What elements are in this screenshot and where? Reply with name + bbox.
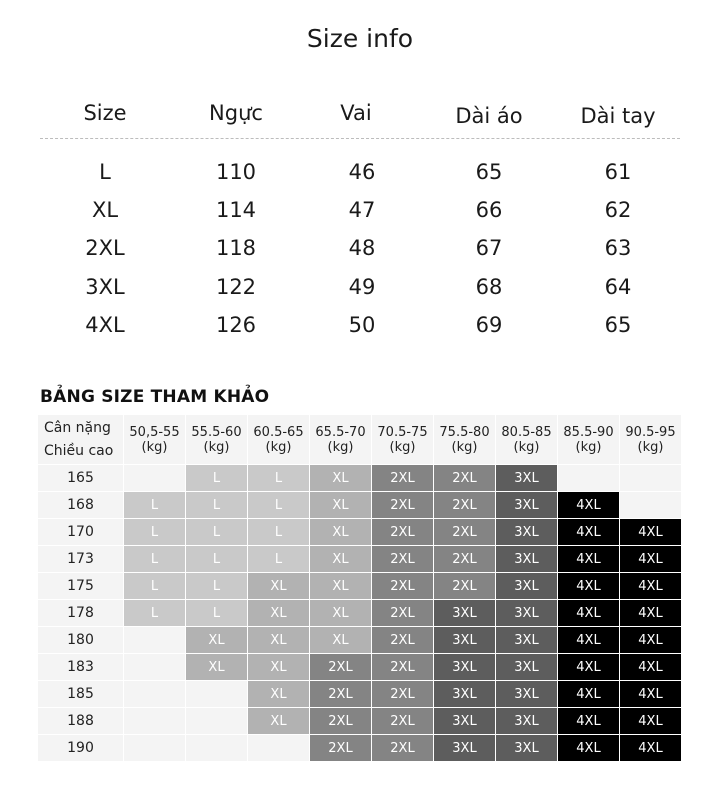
reference-row — [38, 681, 682, 708]
spec-cell: 69 — [475, 313, 503, 337]
size-cell-2xl: 2XL — [310, 735, 372, 762]
spec-cell: 48 — [348, 236, 376, 260]
size-cell-l: L — [124, 600, 186, 627]
size-cell-4xl: 4XL — [558, 654, 620, 681]
size-cell-3xl: 3XL — [434, 627, 496, 654]
height-value: 168 — [38, 492, 124, 519]
size-cell-xl: XL — [310, 627, 372, 654]
size-cell-3xl: 3XL — [496, 654, 558, 681]
size-cell-empty — [124, 708, 186, 735]
weight-range-value: 55.5-60 — [191, 424, 242, 440]
size-cell-3xl: 3XL — [434, 681, 496, 708]
size-cell-empty — [124, 627, 186, 654]
size-cell-l: L — [186, 573, 248, 600]
size-cell-empty — [186, 681, 248, 708]
page-title: Size info — [306, 24, 414, 53]
weight-range-value: 65.5-70 — [315, 424, 366, 440]
size-cell-2xl: 2XL — [434, 546, 496, 573]
spec-table — [0, 0, 720, 360]
size-cell-empty — [620, 465, 682, 492]
size-cell-2xl: 2XL — [434, 573, 496, 600]
size-cell-l: L — [124, 573, 186, 600]
size-cell-3xl: 3XL — [434, 708, 496, 735]
size-cell-3xl: 3XL — [496, 546, 558, 573]
spec-cell: 110 — [215, 160, 257, 184]
size-cell-3xl: 3XL — [496, 519, 558, 546]
spec-cell: 68 — [475, 275, 503, 299]
size-cell-xl: XL — [310, 546, 372, 573]
height-value: 190 — [38, 735, 124, 762]
weight-range-value: 85.5-90 — [563, 424, 614, 440]
height-value: 180 — [38, 627, 124, 654]
size-cell-empty — [124, 465, 186, 492]
spec-cell: 118 — [215, 236, 257, 260]
weight-unit: (kg) — [327, 439, 354, 455]
size-cell-2xl: 2XL — [372, 600, 434, 627]
spec-header-3: Dài áo — [455, 104, 523, 128]
size-cell-l: L — [248, 492, 310, 519]
size-cell-3xl: 3XL — [496, 681, 558, 708]
size-cell-xl: XL — [248, 573, 310, 600]
size-cell-3xl: 3XL — [434, 654, 496, 681]
size-cell-2xl: 2XL — [372, 465, 434, 492]
size-cell-3xl: 3XL — [496, 708, 558, 735]
size-cell-2xl: 2XL — [434, 465, 496, 492]
size-cell-xl: XL — [310, 519, 372, 546]
reference-row — [38, 465, 682, 492]
height-value: 185 — [38, 681, 124, 708]
size-cell-l: L — [186, 546, 248, 573]
reference-header-row — [38, 415, 682, 465]
weight-unit: (kg) — [141, 439, 168, 455]
weight-unit: (kg) — [451, 439, 478, 455]
weight-unit: (kg) — [637, 439, 664, 455]
weight-range-header — [310, 415, 372, 465]
size-cell-l: L — [186, 465, 248, 492]
size-cell-2xl: 2XL — [310, 681, 372, 708]
height-value: 188 — [38, 708, 124, 735]
size-cell-3xl: 3XL — [496, 465, 558, 492]
size-cell-3xl: 3XL — [496, 627, 558, 654]
weight-range-header — [124, 415, 186, 465]
size-cell-4xl: 4XL — [620, 519, 682, 546]
size-cell-empty — [186, 708, 248, 735]
weight-range-header — [248, 415, 310, 465]
size-cell-l: L — [124, 519, 186, 546]
size-cell-4xl: 4XL — [558, 708, 620, 735]
size-cell-empty — [124, 654, 186, 681]
weight-unit: (kg) — [513, 439, 540, 455]
spec-cell: 47 — [348, 198, 376, 222]
spec-header-1: Ngực — [209, 101, 263, 125]
weight-range-header — [372, 415, 434, 465]
size-cell-xl: XL — [248, 600, 310, 627]
spec-cell: 63 — [604, 236, 632, 260]
spec-header-0: Size — [83, 101, 127, 125]
weight-range-value: 60.5-65 — [253, 424, 304, 440]
size-cell-3xl: 3XL — [434, 600, 496, 627]
size-cell-4xl: 4XL — [558, 600, 620, 627]
spec-cell: 126 — [215, 313, 257, 337]
size-cell-empty — [124, 681, 186, 708]
size-cell-xl: XL — [248, 708, 310, 735]
weight-range-value: 80.5-85 — [501, 424, 552, 440]
reference-row — [38, 546, 682, 573]
size-cell-xl: XL — [248, 654, 310, 681]
weight-range-header — [620, 415, 682, 465]
size-cell-4xl: 4XL — [620, 708, 682, 735]
spec-cell: 66 — [475, 198, 503, 222]
spec-cell: 2XL — [85, 236, 125, 260]
reference-corner-cell — [38, 415, 124, 465]
reference-row — [38, 627, 682, 654]
height-axis-label: Chiều cao — [44, 442, 114, 459]
spec-cell: 62 — [604, 198, 632, 222]
size-cell-4xl: 4XL — [620, 654, 682, 681]
spec-cell: 46 — [348, 160, 376, 184]
spec-cell: 114 — [215, 198, 257, 222]
spec-cell: 65 — [604, 313, 632, 337]
size-cell-2xl: 2XL — [372, 735, 434, 762]
spec-cell: 122 — [215, 275, 257, 299]
size-cell-2xl: 2XL — [310, 708, 372, 735]
weight-range-value: 70.5-75 — [377, 424, 428, 440]
weight-unit: (kg) — [389, 439, 416, 455]
reference-row — [38, 492, 682, 519]
spec-header-4: Dài tay — [580, 104, 656, 128]
size-cell-3xl: 3XL — [434, 735, 496, 762]
size-cell-4xl: 4XL — [558, 546, 620, 573]
size-cell-4xl: 4XL — [620, 546, 682, 573]
size-cell-4xl: 4XL — [558, 519, 620, 546]
size-cell-l: L — [248, 546, 310, 573]
size-cell-l: L — [124, 546, 186, 573]
spec-cell: 61 — [604, 160, 632, 184]
size-cell-2xl: 2XL — [372, 492, 434, 519]
size-cell-3xl: 3XL — [496, 573, 558, 600]
size-cell-2xl: 2XL — [372, 681, 434, 708]
size-cell-4xl: 4XL — [620, 627, 682, 654]
size-cell-xl: XL — [186, 627, 248, 654]
reference-title: BẢNG SIZE THAM KHẢO — [40, 387, 270, 407]
size-cell-4xl: 4XL — [620, 573, 682, 600]
weight-range-header — [434, 415, 496, 465]
size-cell-2xl: 2XL — [372, 573, 434, 600]
height-value: 175 — [38, 573, 124, 600]
weight-range-value: 90.5-95 — [625, 424, 676, 440]
size-cell-xl: XL — [310, 492, 372, 519]
spec-cell: 50 — [348, 313, 376, 337]
size-cell-xl: XL — [186, 654, 248, 681]
size-cell-4xl: 4XL — [558, 627, 620, 654]
size-cell-l: L — [186, 600, 248, 627]
size-cell-xl: XL — [310, 465, 372, 492]
spec-cell: L — [99, 160, 111, 184]
size-cell-4xl: 4XL — [558, 573, 620, 600]
weight-range-value: 50,5-55 — [129, 424, 180, 440]
spec-header-2: Vai — [340, 101, 372, 125]
size-cell-4xl: 4XL — [620, 681, 682, 708]
size-cell-2xl: 2XL — [310, 654, 372, 681]
size-cell-2xl: 2XL — [372, 546, 434, 573]
size-cell-4xl: 4XL — [558, 492, 620, 519]
spec-cell: 64 — [604, 275, 632, 299]
spec-cell: 67 — [475, 236, 503, 260]
size-cell-2xl: 2XL — [434, 492, 496, 519]
size-cell-2xl: 2XL — [434, 519, 496, 546]
height-value: 178 — [38, 600, 124, 627]
weight-range-header — [496, 415, 558, 465]
size-cell-l: L — [186, 492, 248, 519]
size-cell-4xl: 4XL — [620, 600, 682, 627]
size-cell-4xl: 4XL — [558, 735, 620, 762]
size-cell-2xl: 2XL — [372, 519, 434, 546]
size-cell-empty — [620, 492, 682, 519]
size-cell-empty — [248, 735, 310, 762]
size-cell-empty — [124, 735, 186, 762]
spec-cell: 4XL — [85, 313, 125, 337]
reference-row — [38, 573, 682, 600]
size-cell-4xl: 4XL — [620, 735, 682, 762]
size-cell-empty — [558, 465, 620, 492]
spec-header-divider — [40, 138, 680, 139]
size-cell-empty — [186, 735, 248, 762]
weight-axis-label: Cân nặng — [44, 419, 111, 436]
size-cell-3xl: 3XL — [496, 600, 558, 627]
size-cell-2xl: 2XL — [372, 708, 434, 735]
reference-row — [38, 708, 682, 735]
size-cell-xl: XL — [248, 627, 310, 654]
height-value: 173 — [38, 546, 124, 573]
spec-cell: 49 — [348, 275, 376, 299]
size-cell-4xl: 4XL — [558, 681, 620, 708]
size-cell-l: L — [186, 519, 248, 546]
size-cell-2xl: 2XL — [372, 654, 434, 681]
size-cell-l: L — [248, 519, 310, 546]
size-cell-xl: XL — [310, 600, 372, 627]
spec-cell: 3XL — [85, 275, 125, 299]
reference-size-table — [37, 414, 682, 762]
size-cell-2xl: 2XL — [372, 627, 434, 654]
size-cell-l: L — [124, 492, 186, 519]
size-cell-l: L — [248, 465, 310, 492]
size-cell-xl: XL — [310, 573, 372, 600]
height-value: 165 — [38, 465, 124, 492]
reference-row — [38, 519, 682, 546]
weight-range-header — [558, 415, 620, 465]
weight-unit: (kg) — [575, 439, 602, 455]
size-cell-xl: XL — [248, 681, 310, 708]
reference-row — [38, 654, 682, 681]
weight-range-header — [186, 415, 248, 465]
weight-unit: (kg) — [203, 439, 230, 455]
reference-row — [38, 735, 682, 762]
weight-range-value: 75.5-80 — [439, 424, 490, 440]
size-cell-3xl: 3XL — [496, 735, 558, 762]
size-cell-3xl: 3XL — [496, 492, 558, 519]
height-value: 170 — [38, 519, 124, 546]
weight-unit: (kg) — [265, 439, 292, 455]
height-value: 183 — [38, 654, 124, 681]
spec-cell: 65 — [475, 160, 503, 184]
reference-row — [38, 600, 682, 627]
spec-cell: XL — [91, 198, 119, 222]
